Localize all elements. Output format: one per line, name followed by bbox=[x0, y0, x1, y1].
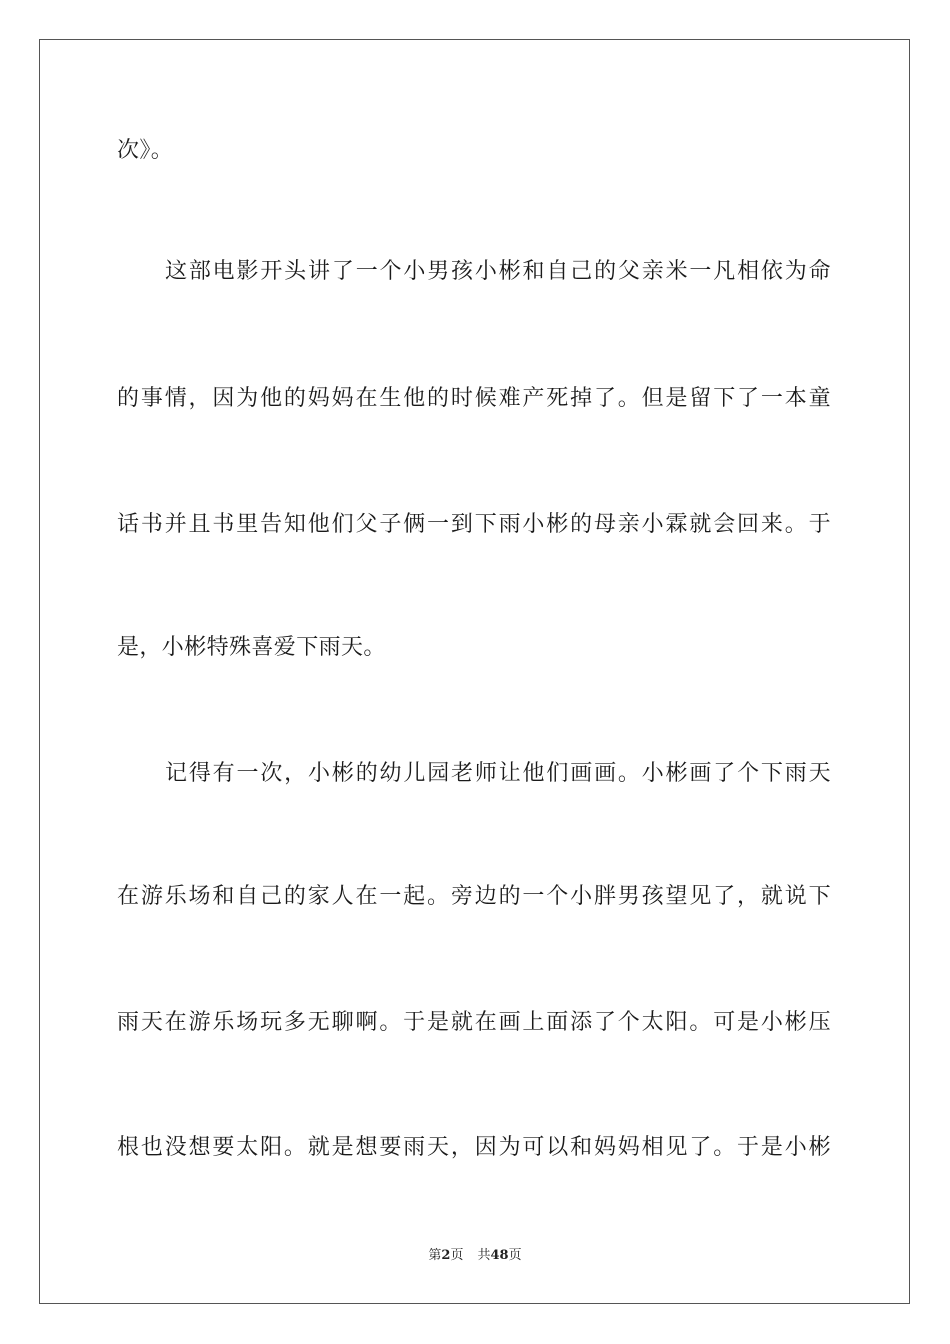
page-border bbox=[39, 39, 910, 1304]
footer-total-pages: 48 bbox=[490, 1248, 509, 1263]
footer-total-prefix: 共 bbox=[477, 1248, 491, 1263]
text-line-3: 的事情，因为他的妈妈在生他的时候难产死掉了。但是留下了一本童 bbox=[117, 386, 831, 411]
text-line-4: 话书并且书里告知他们父子俩一到下雨小彬的母亲小霖就会回来。于 bbox=[117, 512, 831, 537]
text-line-6: 记得有一次，小彬的幼儿园老师让他们画画。小彬画了个下雨天 bbox=[165, 761, 831, 786]
text-line-9: 根也没想要太阳。就是想要雨天，因为可以和妈妈相见了。于是小彬 bbox=[117, 1135, 831, 1160]
text-line-7: 在游乐场和自己的家人在一起。旁边的一个小胖男孩望见了，就说下 bbox=[117, 884, 831, 909]
text-line-2: 这部电影开头讲了一个小男孩小彬和自己的父亲米一凡相依为命 bbox=[165, 259, 831, 284]
page-footer bbox=[0, 1247, 950, 1265]
footer-page-suffix: 页 bbox=[450, 1248, 464, 1263]
footer-total-suffix: 页 bbox=[508, 1248, 522, 1263]
text-line-1: 次》。 bbox=[117, 138, 174, 163]
footer-page-prefix: 第 bbox=[428, 1248, 442, 1263]
footer-page-number: 2 bbox=[441, 1248, 451, 1263]
text-line-8: 雨天在游乐场玩多无聊啊。于是就在画上面添了个太阳。可是小彬压 bbox=[117, 1010, 831, 1035]
text-line-5: 是，小彬特殊喜爱下雨天。 bbox=[117, 635, 386, 660]
